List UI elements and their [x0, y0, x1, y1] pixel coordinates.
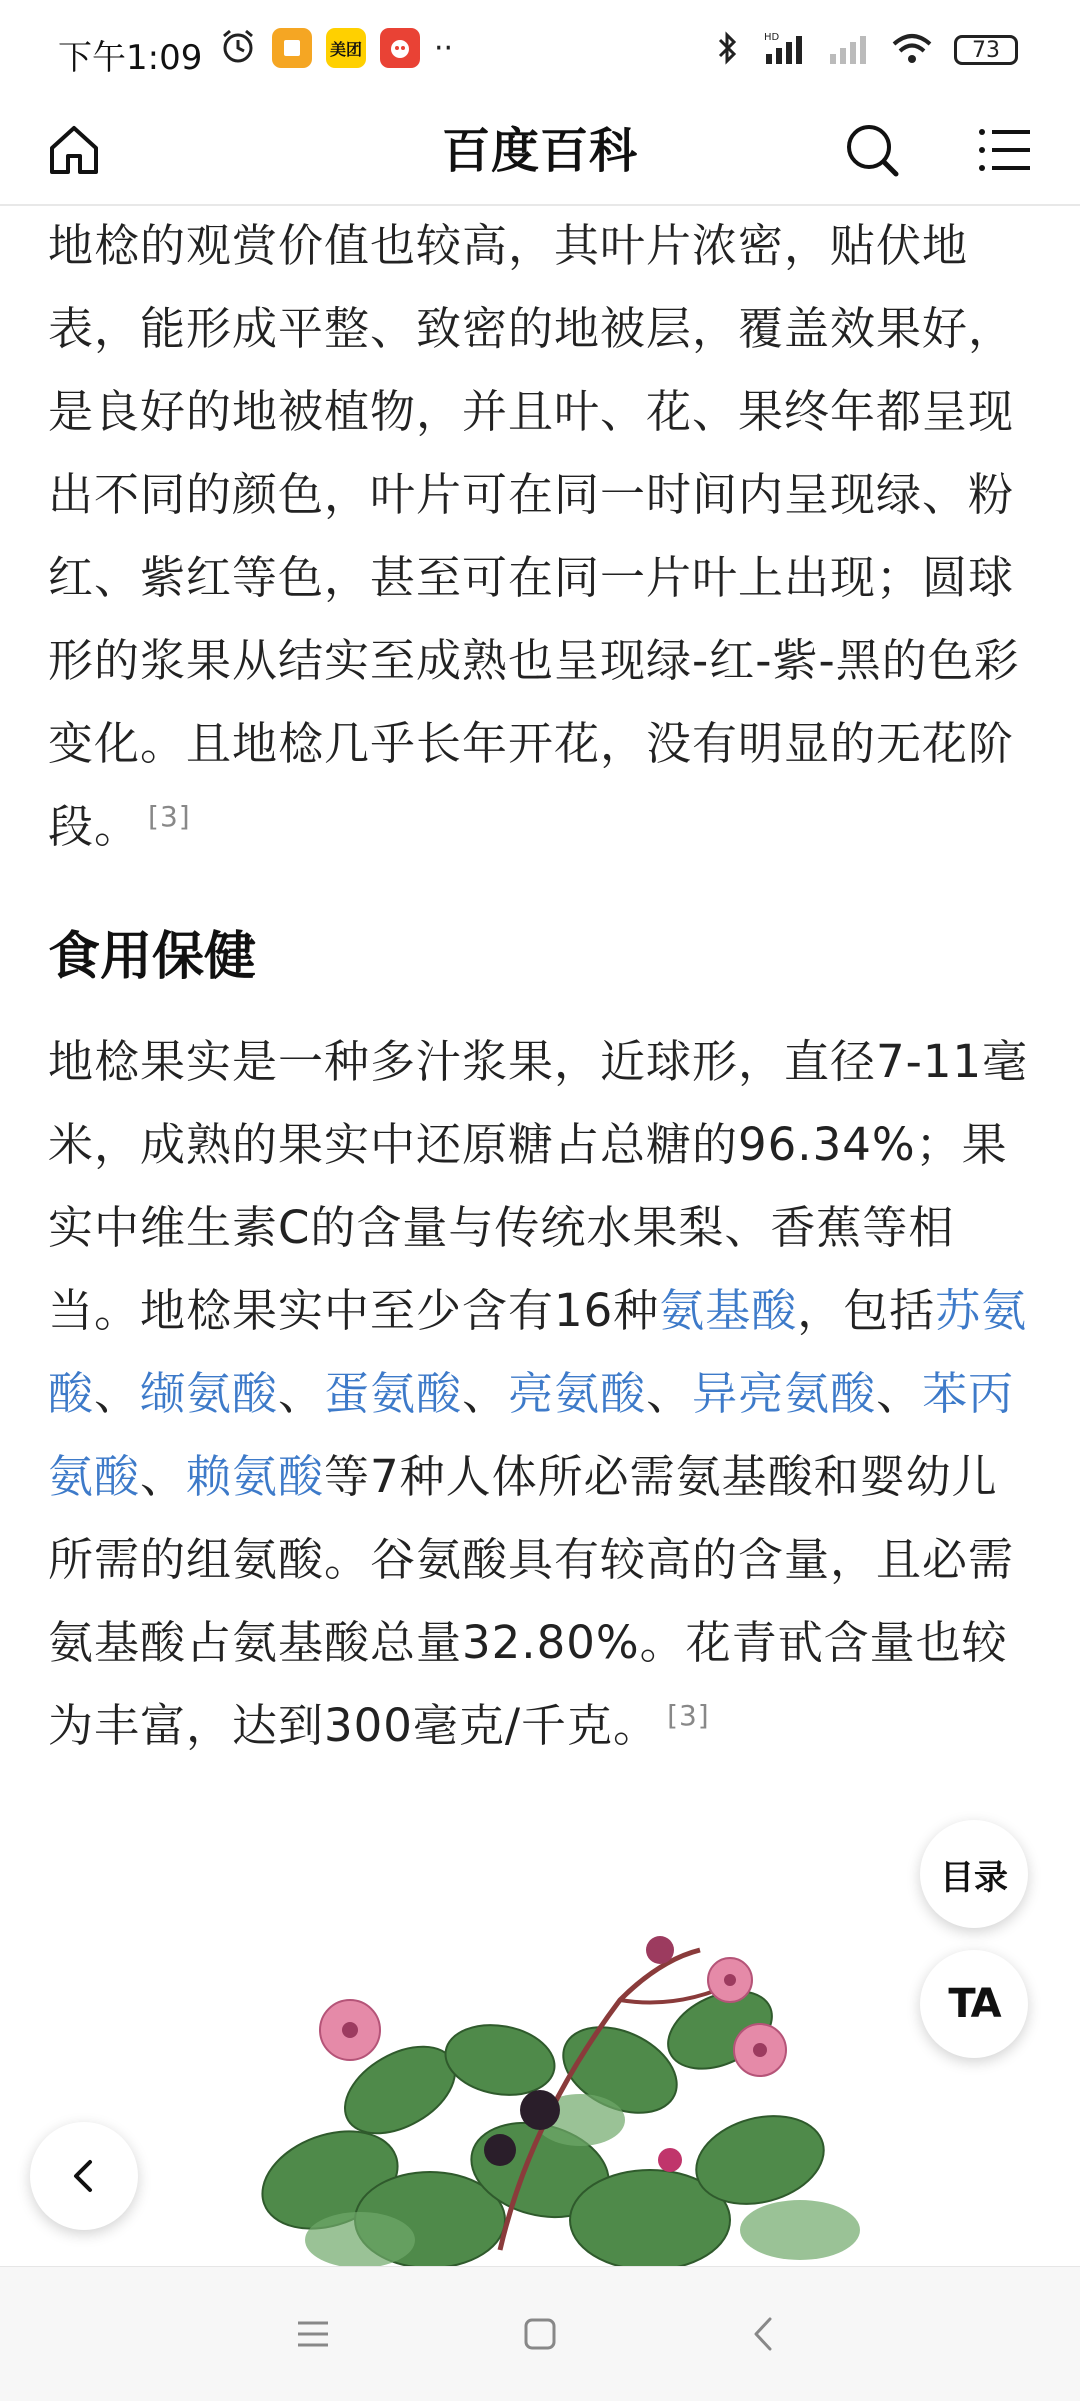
separator: 、	[278, 1367, 325, 1420]
menu-button[interactable]	[964, 110, 1044, 190]
svg-text:HD: HD	[764, 32, 780, 43]
search-icon	[842, 120, 902, 180]
back-button[interactable]	[30, 2122, 138, 2230]
status-app-icons	[218, 26, 453, 70]
status-bar	[0, 0, 1080, 100]
toc-button[interactable]	[920, 1820, 1028, 1928]
recent-apps-button[interactable]	[288, 2309, 338, 2363]
alarm-icon	[218, 26, 258, 70]
meituan-icon	[326, 28, 366, 68]
signal-hd-icon	[762, 30, 806, 70]
citation-ref[interactable]: [3]	[148, 800, 191, 833]
chevron-left-icon	[62, 2154, 106, 2198]
paragraph-text: 地棯果实是一种多汁浆果，近球形，直径7-11毫米，成熟的果实中还原糖占总糖的96.34%；果实中维生素C的含量与传统水果梨、香蕉等相当。地棯果实中至少含有16种	[48, 1035, 1029, 1337]
link-valine[interactable]: 缬氨酸	[140, 1367, 279, 1420]
home-nav-button[interactable]	[515, 2309, 565, 2363]
notes-icon	[272, 28, 312, 68]
battery-level: 73	[972, 37, 1000, 63]
more-notifications: ··	[434, 30, 454, 66]
paragraph-text: 等7种人体所必需氨基酸和婴幼儿所需的组氨酸。谷氨酸具有较高的含量，且必需氨基酸占氨基酸总量32.80%。花青甙含量也较为丰富，达到300毫克/千克。	[48, 1450, 1015, 1752]
section-title: 食用保健	[48, 927, 257, 987]
ta-label: TA	[948, 1981, 1000, 2027]
separator: 、	[646, 1367, 693, 1420]
citation-ref[interactable]: [3]	[667, 1699, 710, 1732]
separator: 、	[140, 1450, 187, 1503]
system-back-button[interactable]	[740, 2309, 790, 2363]
section-paragraph	[48, 1020, 1038, 1767]
app-red-icon	[380, 28, 420, 68]
search-button[interactable]	[832, 110, 912, 190]
square-home-icon	[515, 2309, 565, 2359]
intro-paragraph	[48, 204, 1038, 868]
plant-illustration[interactable]	[200, 1920, 900, 2270]
font-size-button[interactable]	[920, 1950, 1028, 2058]
system-nav-bar	[0, 2266, 1080, 2401]
status-right	[712, 30, 1018, 70]
meituan-label: 美团	[329, 39, 362, 59]
link-threonine[interactable]: 苏氨酸	[48, 1284, 1028, 1420]
page-title: 百度百科	[441, 123, 638, 179]
separator: 、	[876, 1367, 923, 1420]
bluetooth-icon	[712, 30, 742, 70]
back-arrow-icon	[740, 2309, 790, 2359]
separator: 、	[462, 1367, 509, 1420]
intro-text: 地棯的观赏价值也较高，其叶片浓密，贴伏地表，能形成平整、致密的地被层，覆盖效果好，是良好的地被植物，并且叶、花、果终年都呈现出不同的颜色，叶片可在同一时间内呈现绿、粉红、紫红等色，甚至可在同一片叶上出现；圆球形的浆果从结实至成熟也呈现绿-红-紫-黑的色彩变化。且地棯几乎长年开花，没有明显的无花阶段。	[48, 219, 1020, 853]
link-phenylalanine[interactable]: 苯丙氨酸	[48, 1367, 1015, 1503]
wifi-icon	[890, 30, 934, 70]
menu-icon	[974, 120, 1034, 180]
status-time: 下午1:09	[58, 38, 203, 78]
link-lysine[interactable]: 赖氨酸	[186, 1450, 325, 1503]
link-methionine[interactable]: 蛋氨酸	[324, 1367, 463, 1420]
link-leucine[interactable]: 亮氨酸	[508, 1367, 647, 1420]
plant-image	[200, 1920, 900, 2270]
separator: 、	[94, 1367, 141, 1420]
link-isoleucine[interactable]: 异亮氨酸	[692, 1367, 877, 1420]
top-nav	[0, 100, 1080, 206]
paragraph-text: ，包括	[797, 1284, 936, 1337]
link-amino-acid[interactable]: 氨基酸	[659, 1284, 798, 1337]
signal-weak-icon	[826, 30, 870, 70]
battery-indicator	[954, 35, 1018, 65]
toc-label: 目录	[940, 1857, 1008, 1898]
article-content	[48, 204, 1038, 1767]
recents-icon	[288, 2309, 338, 2359]
